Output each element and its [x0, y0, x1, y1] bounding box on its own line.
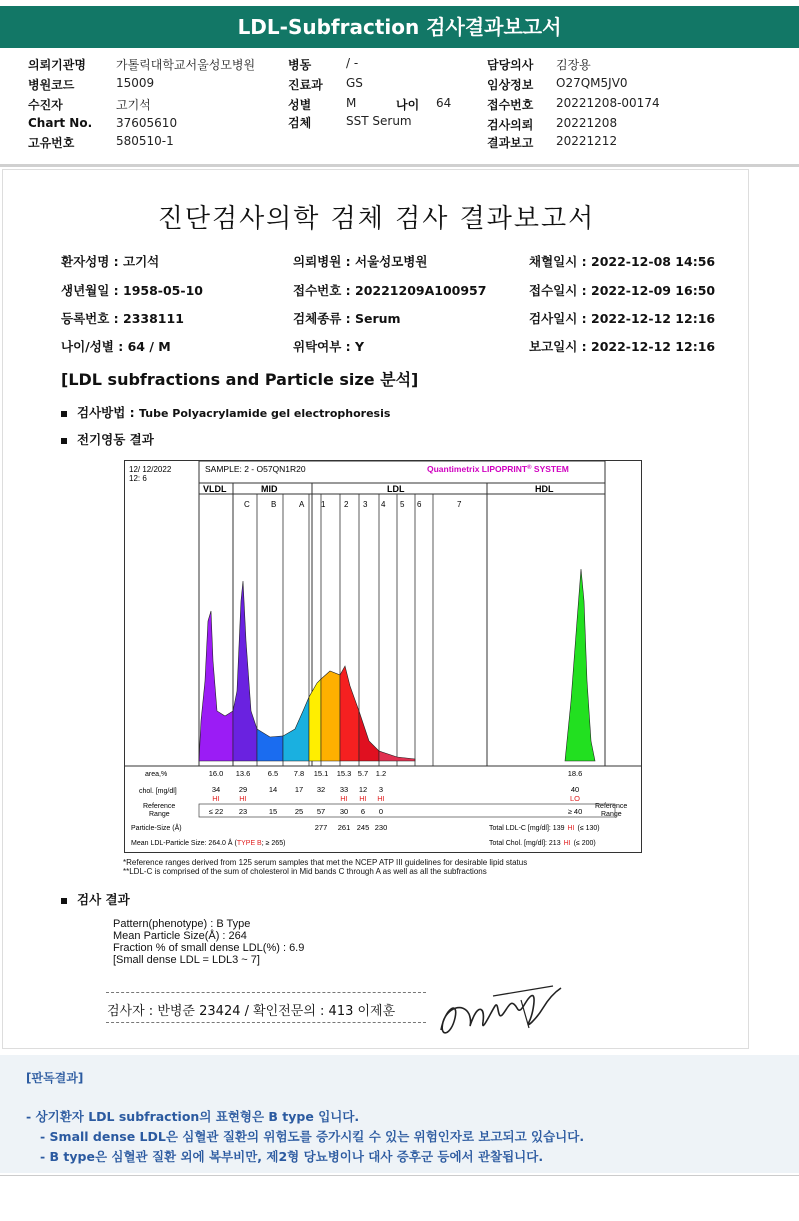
value-institution: 가톨릭대학교서울성모병원 [116, 58, 256, 72]
label-ward: 병동 [288, 58, 312, 72]
registration-number: 등록번호 : 2338111 [61, 311, 184, 326]
value-chart-no: 37605610 [116, 116, 178, 130]
vldl-peak [199, 611, 233, 761]
label-request-date: 검사의뢰 [487, 118, 534, 132]
flag-value: HI [340, 794, 348, 803]
value-sex: M [346, 96, 357, 110]
value-department: GS [346, 76, 363, 90]
band-label-2: 2 [344, 500, 349, 509]
reference-range-box [199, 804, 615, 817]
chol-value: 32 [316, 785, 326, 794]
value-request-date: 20221208 [556, 116, 618, 130]
value-age: 64 [436, 96, 452, 110]
ldl4-peak [359, 711, 379, 761]
area-value: 15.1 [313, 769, 329, 778]
band-label-3: 3 [363, 500, 368, 509]
interpretation-line-2: - Small dense LDL은 심혈관 질환의 위험도를 증가시킬 수 있는 위험인자로 보고되고 있습니다. [40, 1129, 585, 1144]
label-patient: 수진자 [28, 98, 63, 112]
method-label: 검사방법 : [77, 405, 140, 420]
results-block [113, 918, 304, 966]
band-label-6: 6 [417, 500, 422, 509]
request-info-panel [0, 52, 799, 164]
reference-value: 0 [378, 807, 384, 816]
chol-value: 12 [358, 785, 368, 794]
value-clinical-info: O27QM5JV0 [556, 76, 628, 90]
group-ldl: LDL [387, 484, 405, 494]
report-datetime: 보고일시 : 2022-12-12 12:16 [529, 339, 716, 354]
bullet-icon [61, 438, 67, 444]
area-value: 13.6 [235, 769, 251, 778]
results-label: 검사 결과 [77, 892, 130, 907]
sample-id: SAMPLE: 2 - O57QN1R20 [205, 464, 306, 474]
band-label-4: 4 [381, 500, 386, 509]
particle-value: 230 [374, 823, 388, 832]
row-label-chol: chol. [mg/dl] [139, 788, 177, 795]
flag-value: HI [239, 794, 247, 803]
chol-value: 40 [570, 785, 580, 794]
test-datetime: 검사일시 : 2022-12-12 12:16 [529, 311, 716, 326]
result-mean-size: Mean Particle Size(Å) : 264 [113, 930, 247, 942]
value-hospital-code: 15009 [116, 76, 155, 90]
result-pattern: Pattern(phenotype) : B Type [113, 918, 251, 930]
chart-time: 12: 6 [129, 474, 147, 483]
area-value: 6.5 [267, 769, 279, 778]
row-label-reference: Reference [143, 803, 176, 810]
outsourcing: 위탁여부 : Y [293, 339, 365, 354]
label-report-date: 결과보고 [487, 136, 534, 150]
value-specimen: SST Serum [346, 114, 412, 128]
mean-particle-size: Mean LDL-Particle Size: 264.0 Å (TYPE B; ≥ 265) [131, 840, 286, 847]
report-document [2, 169, 749, 1049]
label-institution: 의뢰기관명 [28, 58, 86, 72]
area-value: 1.2 [375, 769, 387, 778]
mid-b-peak [257, 729, 283, 761]
group-vldl: VLDL [203, 484, 227, 494]
area-value: 18.6 [567, 769, 583, 778]
lipoprint-chart [124, 460, 642, 853]
electrophoresis-heading [61, 430, 154, 448]
reference-value: 25 [294, 807, 304, 816]
signature-line-top [106, 992, 426, 993]
ref-right-label-1: Reference [595, 803, 628, 810]
patient-name: 환자성명 : 고기석 [61, 254, 160, 269]
label-hospital-code: 병원코드 [28, 78, 75, 92]
bullet-icon [61, 411, 67, 417]
section-title: [LDL subfractions and Particle size 분석] [61, 370, 419, 389]
band-label-7: 7 [457, 500, 462, 509]
collection-datetime: 채혈일시 : 2022-12-08 14:56 [529, 254, 716, 269]
age-sex: 나이/성별 : 64 / M [61, 339, 171, 354]
interpretation-panel [0, 1055, 799, 1173]
chol-value: 14 [268, 785, 278, 794]
area-value: 5.7 [357, 769, 369, 778]
area-value: 15.3 [336, 769, 352, 778]
interpretation-line-1: - 상기환자 LDL subfraction의 표현형은 B type 입니다. [26, 1109, 360, 1124]
flag-value: HI [377, 794, 385, 803]
label-department: 진료과 [288, 78, 323, 92]
inspector-info: 검사자 : 반병준 23424 / 확인전문의 : 413 이제훈 [107, 1004, 396, 1019]
ldl1-peak [309, 679, 321, 761]
result-small-dense-definition: [Small dense LDL = LDL3 ~ 7] [113, 954, 260, 966]
area-value: 16.0 [208, 769, 224, 778]
value-report-date: 20221212 [556, 134, 618, 148]
label-clinical-info: 임상정보 [487, 78, 534, 92]
receipt-number: 접수번호 : 20221209A100957 [293, 283, 487, 298]
birth-date: 생년월일 : 1958-05-10 [61, 283, 203, 298]
reference-value: ≤ 22 [208, 807, 224, 816]
specimen-type: 검체종류 : Serum [293, 311, 401, 326]
reference-value: 30 [339, 807, 349, 816]
mid-c-peak [233, 581, 257, 761]
value-doctor: 김장용 [556, 58, 591, 72]
reference-value: 23 [238, 807, 248, 816]
band-label-5: 5 [400, 500, 405, 509]
particle-value: 245 [356, 823, 370, 832]
method-value: Tube Polyacrylamide gel electrophoresis [139, 407, 391, 420]
reference-value: 15 [268, 807, 278, 816]
label-unique-no: 고유번호 [28, 136, 75, 150]
electrophoresis-label: 전기영동 결과 [77, 432, 154, 447]
signature-image [433, 978, 573, 1042]
total-cholesterol: Total Chol. [mg/dl]: 213 HI (≤ 200) [489, 840, 596, 847]
flag-value: LO [569, 794, 581, 803]
report-header-title: LDL-Subfraction 검사결과보고서 [0, 6, 799, 48]
reference-value: 6 [360, 807, 366, 816]
row-label-range: Range [149, 811, 170, 818]
band-label-C: C [244, 500, 250, 509]
particle-size-label: Particle-Size (Å) [131, 825, 182, 832]
value-unique-no: 580510-1 [116, 134, 174, 148]
label-chart-no: Chart No. [28, 116, 93, 130]
ldl3-peak [340, 666, 359, 761]
band-label-A: A [299, 500, 305, 509]
ldl2-peak [321, 671, 340, 761]
area-value: 7.8 [293, 769, 305, 778]
bullet-icon [61, 898, 67, 904]
band-label-1: 1 [321, 500, 326, 509]
chol-value: 3 [378, 785, 384, 794]
label-receipt-no: 접수번호 [487, 98, 534, 112]
value-receipt-no: 20221208-00174 [556, 96, 660, 110]
electrophoresis-graph [125, 461, 641, 852]
reference-value: ≥ 40 [567, 807, 583, 816]
result-small-dense-fraction: Fraction % of small dense LDL(%) : 6.9 [113, 942, 305, 954]
band-labels [244, 500, 462, 509]
mid-a-peak [283, 697, 309, 761]
referring-hospital: 의뢰병원 : 서울성모병원 [293, 254, 428, 269]
particle-value: 277 [314, 823, 328, 832]
row-label-area: area,% [145, 771, 168, 778]
footnote-1: *Reference ranges derived from 125 serum samples that met the NCEP ATP III guidelines for desirable lipid status [123, 858, 528, 867]
report-title: 진단검사의학 검체 검사 결과보고서 [157, 204, 596, 234]
interpretation-line-3: - B type은 심혈관 질환 외에 복부비만, 제2형 당뇨병이나 대사 증후군 등에서 관찰됩니다. [40, 1149, 544, 1164]
total-ldl-c: Total LDL-C [mg/dl]: 139 HI (≤ 130) [489, 825, 600, 832]
flag-value: HI [212, 794, 220, 803]
chol-value: 33 [339, 785, 349, 794]
particle-size-values [315, 823, 388, 832]
hdl-peak [565, 569, 595, 761]
label-doctor: 담당의사 [487, 58, 534, 72]
ref-right-label-2: Range [601, 811, 622, 818]
chol-value: 34 [211, 785, 221, 794]
signature-line-bottom [106, 1022, 426, 1023]
bottom-divider [0, 1175, 799, 1176]
divider [0, 164, 799, 167]
method-line [61, 403, 390, 421]
value-patient: 고기석 [116, 98, 151, 112]
footnote-2: **LDL-C is comprised of the sum of cholesterol in Mid bands C through A as well as all the subfractions [123, 867, 487, 876]
chart-date: 12/ 12/2022 [129, 465, 172, 474]
chol-value: 29 [238, 785, 248, 794]
chol-value: 17 [294, 785, 304, 794]
band-label-B: B [271, 500, 277, 509]
receipt-datetime: 접수일시 : 2022-12-09 16:50 [529, 283, 716, 298]
brand-logo: Quantimetrix LIPOPRINT® SYSTEM [427, 464, 569, 474]
particle-value: 261 [337, 823, 351, 832]
label-age: 나이 [396, 98, 420, 112]
interpretation-label: [판독결과] [26, 1071, 84, 1085]
value-ward: / - [346, 56, 359, 70]
chart-data-table [209, 769, 583, 816]
group-hdl: HDL [535, 484, 554, 494]
reference-value: 57 [316, 807, 326, 816]
flag-value: HI [359, 794, 367, 803]
group-mid: MID [261, 484, 278, 494]
label-specimen: 검체 [288, 116, 312, 130]
label-sex: 성별 [288, 98, 312, 112]
results-heading [61, 890, 130, 908]
